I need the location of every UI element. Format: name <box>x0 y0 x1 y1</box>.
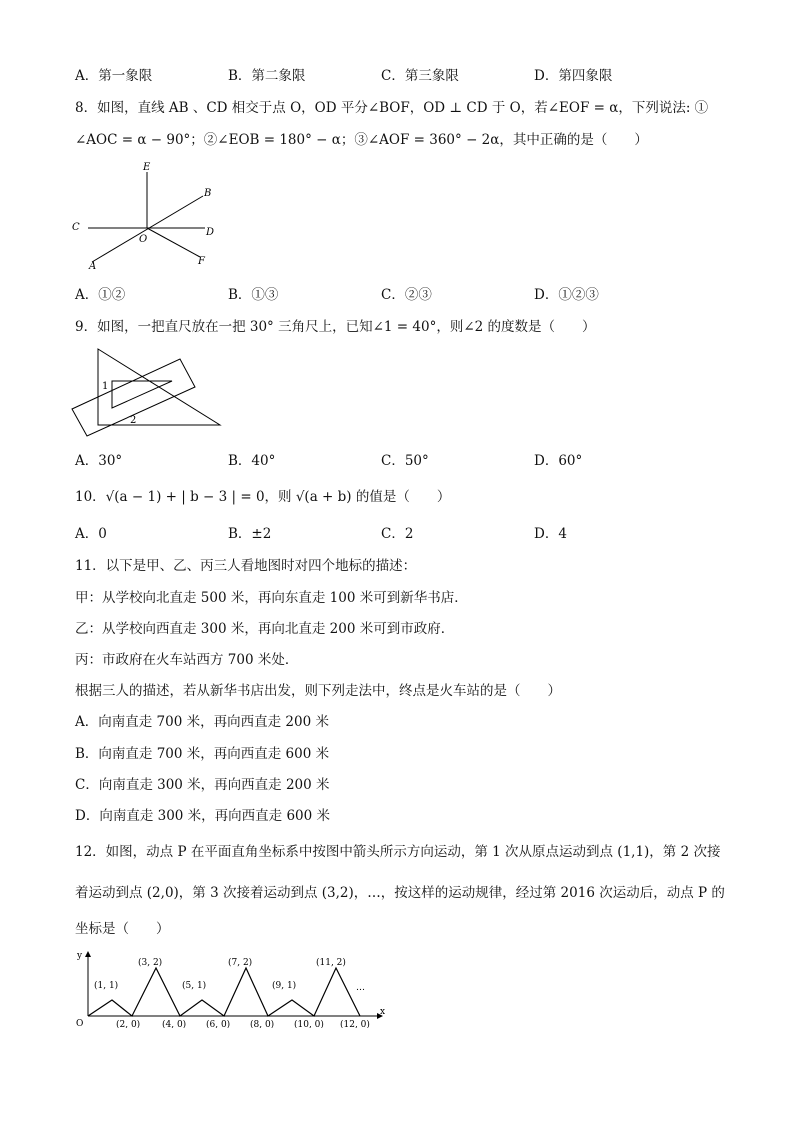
q8-stem-line2: ∠AOC = α − 90°；②∠EOB = 180° − α；③∠AOF = 360° − 2α，其中正确的是（ ） <box>75 132 648 148</box>
q7-option-c: C．第三象限 <box>381 68 459 84</box>
ellipsis: … <box>356 983 365 993</box>
q9-option-d: D．60° <box>534 453 583 469</box>
angle-1-label: 1 <box>102 381 109 392</box>
point-label-9-1: (9, 1) <box>272 981 297 991</box>
q9-stem: 9．如图，一把直尺放在一把 30° 三角尺上，已知∠1 = 40°，则∠2 的度数是（ ） <box>75 319 596 335</box>
point-label-11-2: (11, 2) <box>316 958 346 968</box>
q7-option-b: B．第二象限 <box>228 68 306 84</box>
label-f: F <box>198 256 205 267</box>
point-label-12-0: (12, 0) <box>340 1020 370 1028</box>
q7-option-d: D．第四象限 <box>534 68 613 84</box>
q12-stem-line1: 12．如图，动点 P 在平面直角坐标系中按图中箭头所示方向运动，第 1 次从原点运动到点 (1,1)，第 2 次接 <box>75 844 721 860</box>
point-label-5-1: (5, 1) <box>182 981 207 991</box>
q8-option-d: D．①②③ <box>534 287 599 303</box>
point-label-1-1: (1, 1) <box>94 981 119 991</box>
q11-stem-line5: 根据三人的描述，若从新华书店出发，则下列走法中，终点是火车站的是（ ） <box>75 683 561 699</box>
q9-option-c: C．50° <box>381 453 429 469</box>
q9-option-b: B．40° <box>228 453 276 469</box>
q11-option-d: D．向南直走 300 米，再向西直走 600 米 <box>75 808 331 824</box>
label-b: B <box>204 188 212 199</box>
y-axis-label: y <box>77 951 83 961</box>
angle-2-label: 2 <box>130 415 137 426</box>
q10-option-c: C．2 <box>381 526 414 542</box>
q10-option-b: B．±2 <box>228 526 272 542</box>
point-label-6-0: (6, 0) <box>206 1020 231 1028</box>
q11-stem-line3: 乙：从学校向西直走 300 米，再向北直走 200 米可到市政府． <box>75 621 455 637</box>
q10-option-a: A．0 <box>75 526 107 542</box>
q8-stem-line1: 8．如图，直线 AB 、CD 相交于点 O，OD 平分∠BOF，OD ⊥ CD 于 O，若∠EOF = α，下列说法: ① <box>75 100 709 116</box>
label-a: A <box>89 261 97 272</box>
label-c: C <box>72 222 80 233</box>
q11-option-b: B．向南直走 700 米，再向西直走 600 米 <box>75 746 330 762</box>
q11-stem-line1: 11．以下是甲、乙、丙三人看地图时对四个地标的描述： <box>75 558 417 574</box>
point-label-3-2: (3, 2) <box>138 958 163 968</box>
label-e: E <box>143 162 151 173</box>
q11-option-a: A．向南直走 700 米，再向西直走 200 米 <box>75 714 329 730</box>
q9-figure <box>70 345 230 440</box>
q8-option-c: C．②③ <box>381 287 432 303</box>
origin-label: O <box>76 1019 84 1028</box>
q10-stem: 10．√(a − 1) + | b − 3 | = 0，则 √(a + b) 的值是（ ） <box>75 489 451 505</box>
q8-option-a: A．①② <box>75 287 126 303</box>
q12-stem-line2: 着运动到点 (2,0)，第 3 次接着运动到点 (3,2)，…，按这样的运动规律，经过第 2016 次运动后，动点 P 的 <box>75 885 725 901</box>
q10-option-d: D．4 <box>534 526 567 542</box>
q8-option-b: B．①③ <box>228 287 279 303</box>
label-d: D <box>206 227 215 238</box>
q7-option-a: A．第一象限 <box>75 68 153 84</box>
x-axis-label: x <box>380 1007 386 1017</box>
point-label-7-2: (7, 2) <box>228 958 253 968</box>
q12-figure <box>70 948 390 1028</box>
point-label-8-0: (8, 0) <box>250 1020 275 1028</box>
label-o: O <box>139 234 148 245</box>
q11-stem-line2: 甲：从学校向北直走 500 米，再向东直走 100 米可到新华书店． <box>75 590 468 606</box>
q9-option-a: A．30° <box>75 453 123 469</box>
point-label-2-0: (2, 0) <box>116 1020 141 1028</box>
point-label-10-0: (10, 0) <box>294 1020 324 1028</box>
point-label-4-0: (4, 0) <box>162 1020 187 1028</box>
q11-option-c: C．向南直走 300 米，再向西直走 200 米 <box>75 777 330 793</box>
q8-figure <box>70 158 240 278</box>
q12-stem-line3: 坐标是（ ） <box>75 921 170 937</box>
q11-stem-line4: 丙：市政府在火车站西方 700 米处． <box>75 652 299 668</box>
